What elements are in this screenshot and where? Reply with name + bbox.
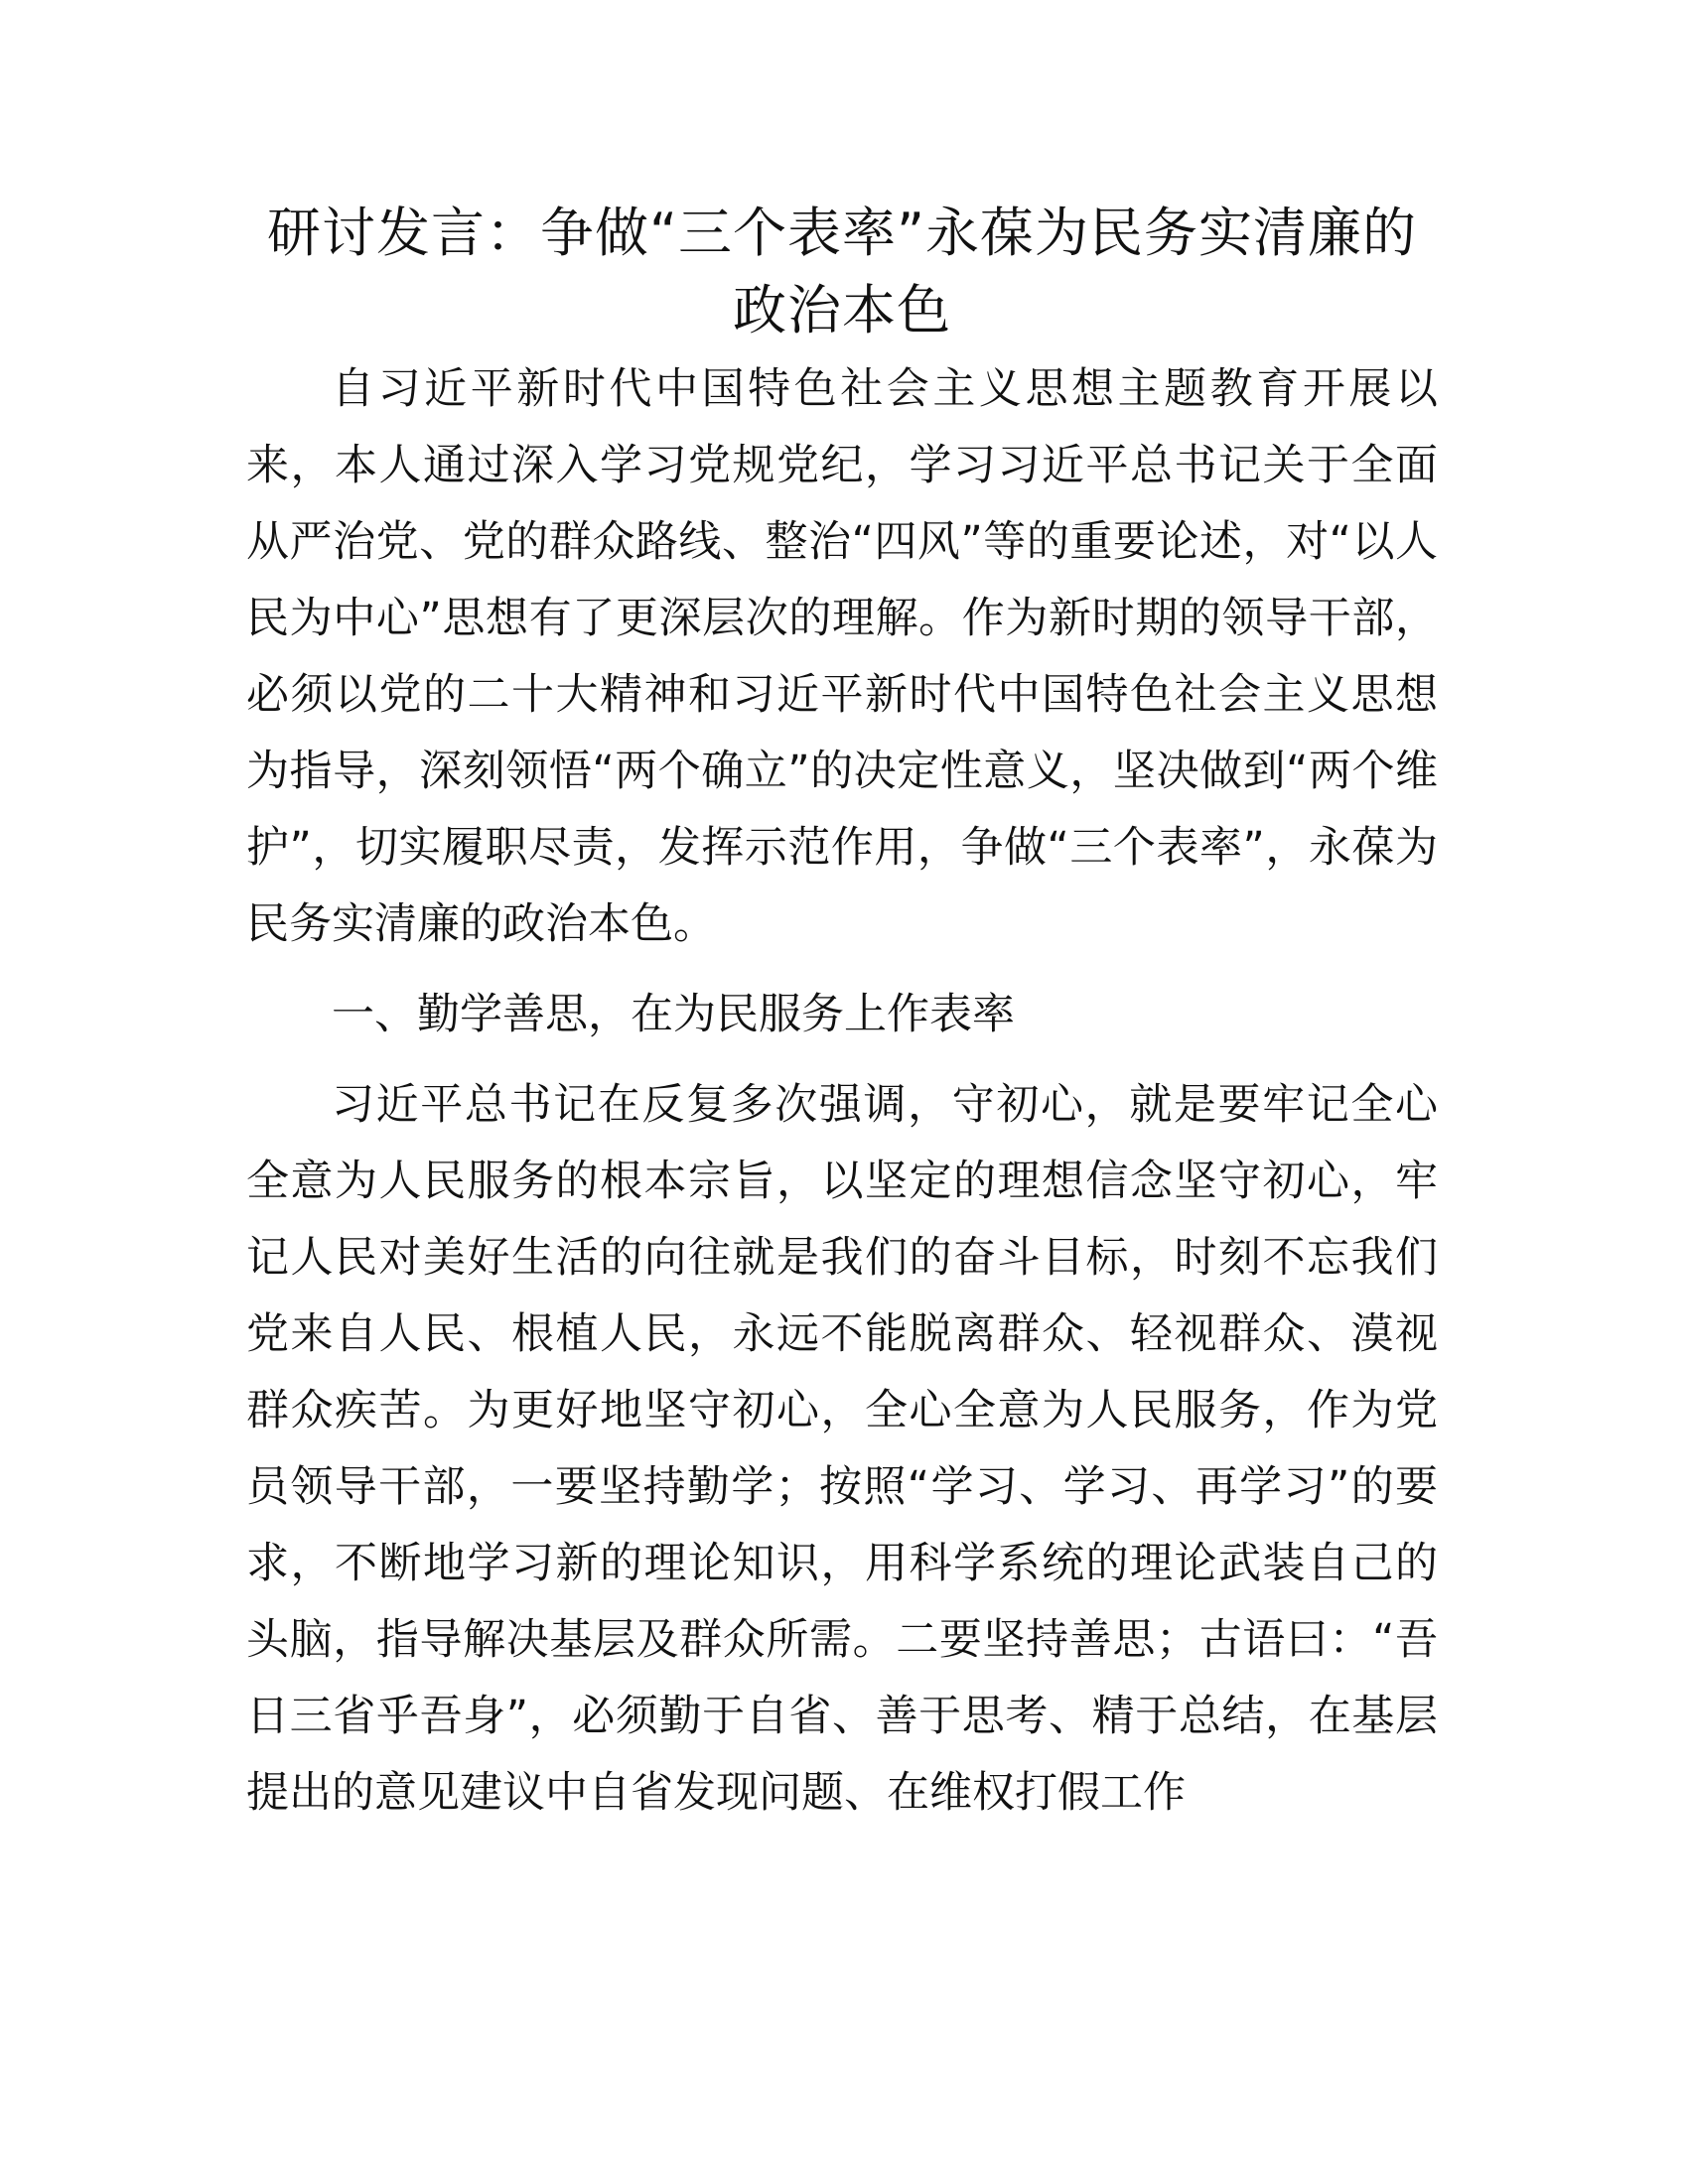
- intro-paragraph: 自习近平新时代中国特色社会主义思想主题教育开展以来，本人通过深入学习党规党纪，学习习近平总书记关于全面从严治党、党的群众路线、整治“四风”等的重要论述，对“以人民为中心”思想有了更深层次的理解。作为新时期的领导干部，必须以党的二十大精神和习近平新时代中国特色社会主义思想为指导，深刻领悟“两个确立”的决定性意义，坚决做到“两个维护”，切实履职尽责，发挥示范作用，争做“三个表率”，永葆为民务实清廉的政治本色。: [246, 364, 1438, 949]
- section-1-paragraph: 习近平总书记在反复多次强调，守初心，就是要牢记全心全意为人民服务的根本宗旨，以坚定的理想信念坚守初心，牢记人民对美好生活的向往就是我们的奋斗目标，时刻不忘我们党来自人民、根植人民，永远不能脱离群众、轻视群众、漠视群众疾苦。为更好地坚守初心，全心全意为人民服务，作为党员领导干部，一要坚持勤学；按照“学习、学习、再学习”的要求，不断地学习新的理论知识，用科学系统的理论武装自己的头脑，指导解决基层及群众所需。二要坚持善思；古语曰：“吾日三省乎吾身”，必须勤于自省、善于思考、精于总结，在基层提出的意见建议中自省发现问题、在维权打假工作: [246, 1080, 1438, 1818]
- document-body: [246, 195, 1438, 1832]
- section-heading-1: 一、勤学善思，在为民服务上作表率: [332, 990, 1015, 1039]
- document-title: 研讨发言：争做“三个表率”永葆为民务实清廉的政治本色: [267, 202, 1417, 341]
